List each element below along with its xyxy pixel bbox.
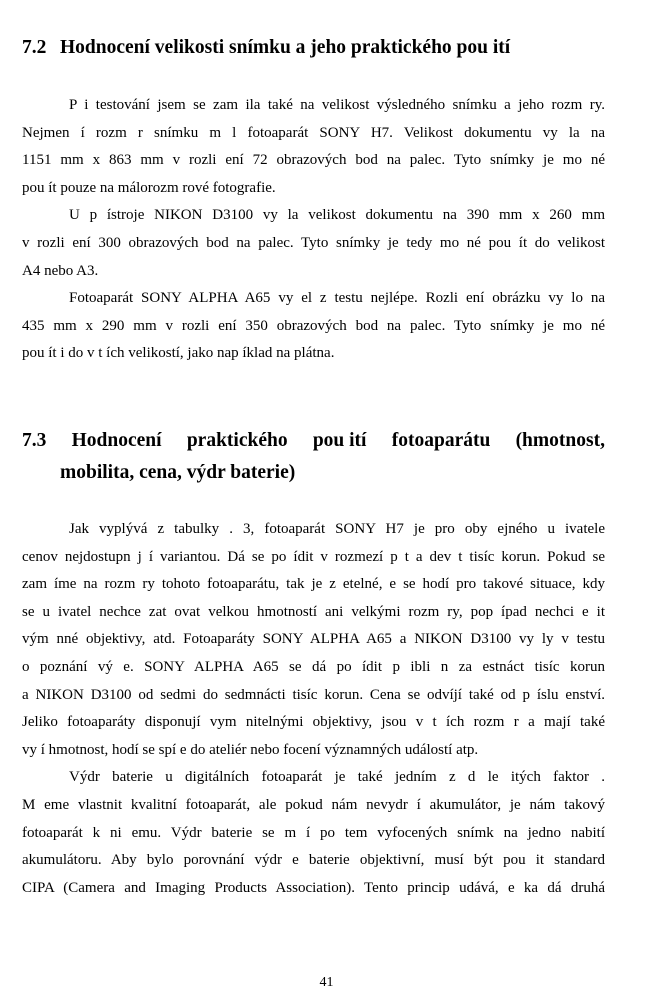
text-line: Nejmen í rozm r snímku m l fotoaparát SONY H7. Velikost dokumentu vy la na [22,124,605,141]
heading-word: pou ití [312,430,367,451]
text-line: vy í hmotnost, hodí se spí e do ateliér nebo focení významných událostí atp. [22,741,479,758]
text-line: v rozli ení 300 obrazových bod na palec. Tyto snímky je tedy mo né pou ít do velikost [22,234,605,251]
text-line: a NIKON D3100 od sedmi do sedmnácti tisíc korun. Cena se odvíjí také od p íslu enství. [22,686,605,703]
text-line: pou ít i do v t ích velikostí, jako nap íklad na plátna. [22,345,335,362]
section-7-3-body [22,516,605,902]
section-title: Hodnocení velikosti snímku a jeho praktického pou ití [60,37,511,58]
section-heading-7-3-continuation: mobilita, cena, výdr baterie) [60,462,296,483]
text-line: Fotoaparát SONY ALPHA A65 vy el z testu nejlépe. Rozli ení obrázku vy lo na [69,290,605,307]
heading-word: (hmotnost, [515,430,605,451]
heading-word: Hodnocení [71,430,162,451]
page-number: 41 [319,975,334,990]
text-line: A4 nebo A3. [22,262,99,279]
text-line: cenov nejdostupn j í variantou. Dá se po ídit v rozmezí p t a dev t tisíc korun. Pokud se [22,548,605,565]
text-line: se u ivatel nechce zat ovat velkou hmotností ani velkými rozm ry, pop ípad nechci e it [22,603,605,620]
text-line: U p ístroje NIKON D3100 vy la velikost dokumentu na 390 mm x 260 mm [69,207,605,224]
section-number: 7.2 [22,37,47,58]
text-line: P i testování jsem se zam ila také na velikost výsledného snímku a jeho rozm ry. [69,97,605,113]
section-7-2-body [22,92,605,368]
text-line: CIPA (Camera and Imaging Products Association). Tento princip udává, e ka dá druhá [22,879,605,896]
section-heading-7-3 [22,426,605,456]
text-line: M eme vlastnit kvalitní fotoaparát, ale pokud nám nevydr í akumulátor, je nám takový [22,796,605,813]
text-line: Jeliko fotoaparáty disponují vym nitelnými objektivy, jsou v t ích rozm r a mají také [22,714,605,731]
text-line: 435 mm x 290 mm v rozli ení 350 obrazových bod na palec. Tyto snímky je mo né [22,317,605,334]
section-number: 7.3 [22,430,47,451]
text-line: pou ít pouze na málorozm rové fotografie. [22,179,276,196]
text-line: fotoaparát k ni emu. Výdr baterie se m í po tem vyfocených snímk na jedno nabití [22,824,605,841]
text-line: vým nné objektivy, atd. Fotoaparáty SONY ALPHA A65 a NIKON D3100 vy ly v testu [22,631,605,648]
section-heading-7-2 [22,32,510,64]
text-line: zam íme na rozm ry tohoto fotoaparátu, tak je z etelné, e se hodí pro takové situace, kdy [22,576,605,593]
text-line: akumulátoru. Aby bylo porovnání výdr e baterie objektivní, musí být pou it standard [22,852,605,869]
text-line: Výdr baterie u digitálních fotoaparát je také jedním z d le itých faktor . [69,769,605,786]
text-line: o poznání vý e. SONY ALPHA A65 se dá po ídit p ibli n za estnáct tisíc korun [22,658,605,675]
heading-word: fotoaparátu [391,430,491,451]
heading-word: praktického [186,430,288,451]
text-line: Jak vyplývá z tabulky . 3, fotoaparát SONY H7 je pro oby ejného u ivatele [69,521,605,537]
text-line: 1151 mm x 863 mm v rozli ení 72 obrazových bod na palec. Tyto snímky je mo né [22,152,605,169]
